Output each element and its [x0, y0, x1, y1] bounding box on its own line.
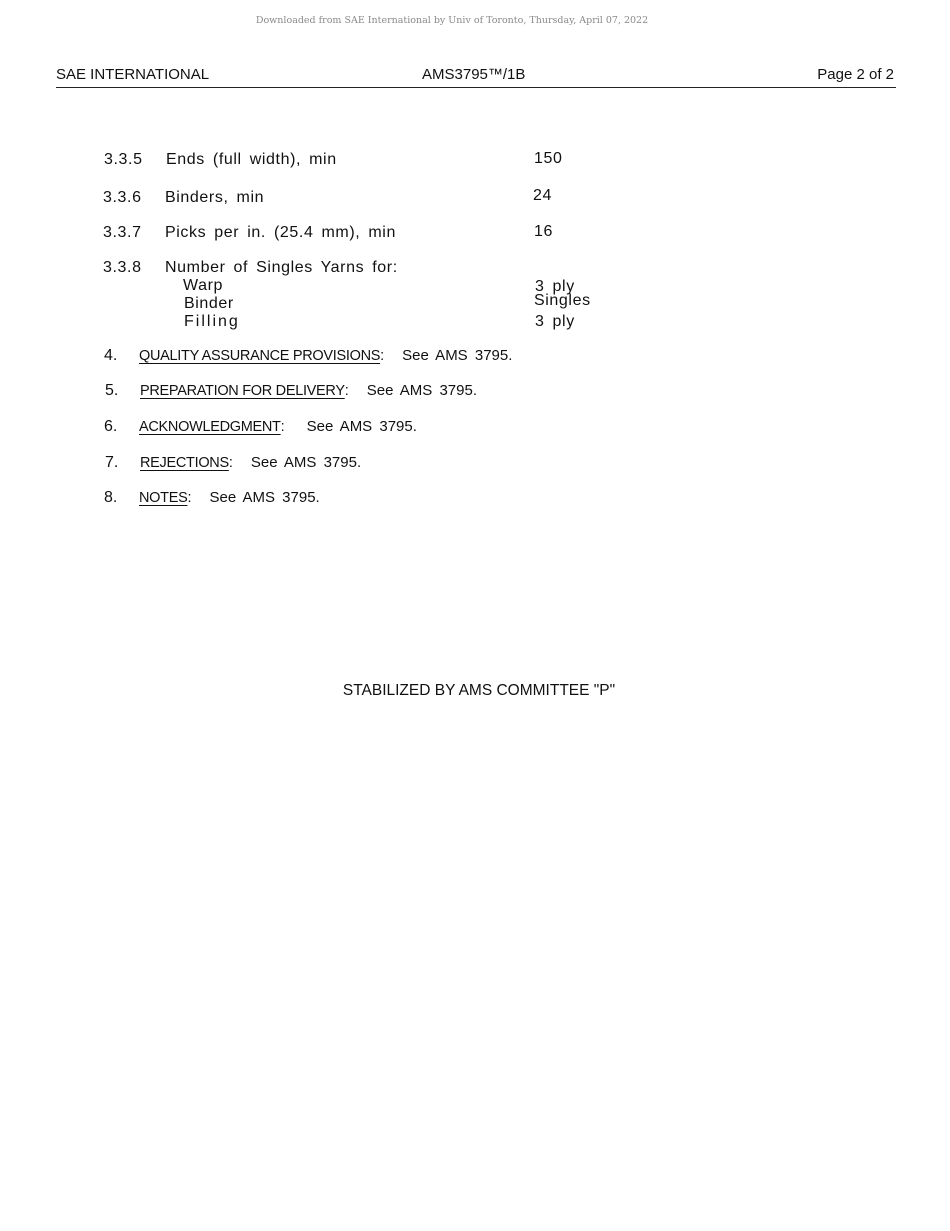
spec-number: 3.3.8 — [103, 259, 142, 276]
spec-value: 24 — [533, 187, 552, 204]
spec-label: Binders, min — [165, 189, 265, 206]
spec-row — [103, 259, 398, 277]
spec-value: 150 — [534, 150, 563, 167]
yarn-label-binder: Binder — [184, 295, 234, 312]
section-quality-assurance — [104, 347, 512, 365]
section-title: REJECTIONS — [140, 455, 229, 471]
spec-label: Number of Singles Yarns for: — [165, 259, 398, 276]
section-text: See AMS 3795. — [402, 347, 513, 364]
section-colon: : — [380, 348, 385, 364]
header-org: SAE INTERNATIONAL — [56, 66, 210, 83]
section-title: NOTES — [139, 490, 188, 506]
yarn-value-warp: 3 ply — [535, 278, 575, 295]
section-text: See AMS 3795. — [250, 454, 362, 471]
section-preparation-for-delivery — [105, 382, 477, 400]
section-number: 7. — [105, 454, 119, 471]
spec-number: 3.3.5 — [104, 151, 143, 168]
section-notes — [104, 489, 320, 507]
committee-note: STABILIZED BY AMS COMMITTEE "P" — [342, 682, 616, 699]
spec-number: 3.3.6 — [103, 189, 142, 206]
section-number: 4. — [104, 347, 118, 364]
section-text: See AMS 3795. — [366, 382, 477, 399]
spec-number: 3.3.7 — [103, 224, 142, 241]
section-title: PREPARATION FOR DELIVERY — [140, 383, 345, 399]
section-rejections — [105, 454, 361, 472]
spec-value: 16 — [534, 223, 553, 240]
spec-row — [103, 189, 264, 207]
yarn-label-filling: Filling — [184, 313, 240, 330]
yarn-value-binder: Singles — [534, 292, 591, 309]
download-watermark: Downloaded from SAE International by Univ of Toronto, Thursday, April 07, 2022 — [255, 15, 649, 26]
section-number: 5. — [105, 382, 119, 399]
header-rule — [56, 87, 896, 88]
spec-label: Picks per in. (25.4 mm), min — [165, 224, 396, 241]
section-colon: : — [344, 383, 349, 399]
spec-row — [103, 224, 396, 242]
spec-label: Ends (full width), min — [166, 151, 337, 168]
section-colon: : — [228, 455, 233, 471]
section-colon: : — [280, 419, 285, 435]
section-number: 6. — [104, 418, 118, 435]
yarn-label-warp: Warp — [183, 277, 224, 294]
header-doc-id: AMS3795™/1B — [422, 66, 526, 83]
header-page-number: Page 2 of 2 — [817, 66, 894, 83]
section-text: See AMS 3795. — [306, 418, 417, 435]
section-title: ACKNOWLEDGMENT — [139, 419, 281, 435]
section-title: QUALITY ASSURANCE PROVISIONS — [139, 348, 381, 364]
section-text: See AMS 3795. — [209, 489, 320, 506]
section-number: 8. — [104, 489, 118, 506]
spec-row — [104, 151, 337, 169]
section-colon: : — [187, 490, 192, 506]
yarn-value-filling: 3 ply — [535, 313, 575, 330]
section-acknowledgment — [104, 418, 417, 436]
